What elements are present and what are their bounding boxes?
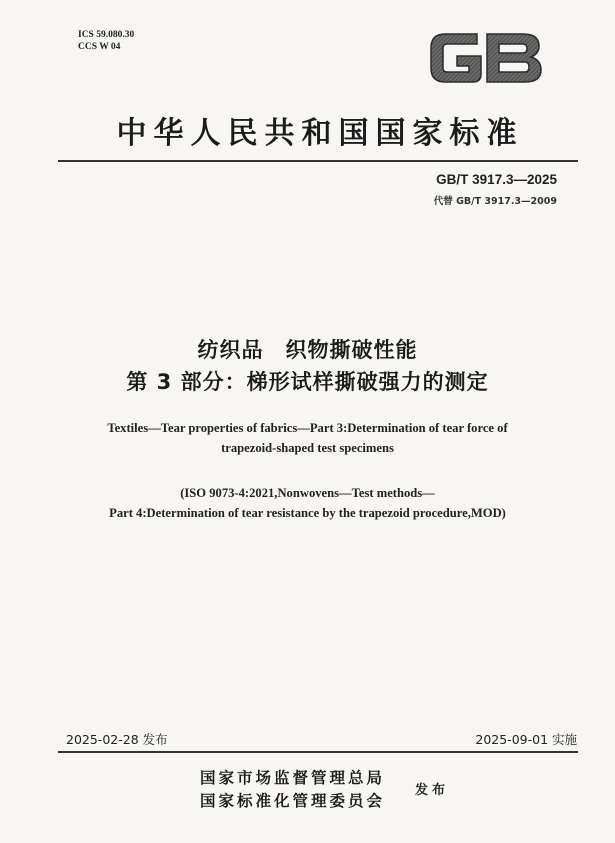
cn-title-line2: 第 3 部分：梯形试样撕破强力的测定 <box>126 370 489 394</box>
authority-samr: 国家市场监督管理总局 <box>200 769 386 787</box>
implement-date: 2025-09-01 实施 <box>475 732 577 747</box>
replaces-note: 代替 GB/T 3917.3—2009 <box>433 196 557 207</box>
cn-title-line1: 纺织品 织物撕破性能 <box>197 338 418 362</box>
footer-rule <box>58 751 578 753</box>
standard-type-title: 中华人民共和国国家标准 <box>116 116 524 151</box>
en-title-line2: trapezoid-shaped test specimens <box>221 441 394 455</box>
gb-logo <box>425 26 545 90</box>
iso-reference-line2: Part 4:Determination of tear resistance by the trapezoid procedure,MOD) <box>109 506 506 520</box>
ics-code: ICS 59.080.30 <box>78 30 135 40</box>
authority-sac: 国家标准化管理委员会 <box>200 792 386 810</box>
ccs-code: CCS W 04 <box>78 42 121 52</box>
publish-label: 发布 <box>415 783 450 798</box>
standard-number: GB/T 3917.3—2025 <box>436 172 557 187</box>
en-title-line1: Textiles—Tear properties of fabrics—Part 3:Determination of tear force of <box>107 421 508 435</box>
classification-codes <box>78 29 134 53</box>
header-rule <box>58 160 578 162</box>
iso-reference-line1: (ISO 9073-4:2021,Nonwovens—Test methods— <box>180 486 435 500</box>
issue-date: 2025-02-28 发布 <box>66 732 168 747</box>
